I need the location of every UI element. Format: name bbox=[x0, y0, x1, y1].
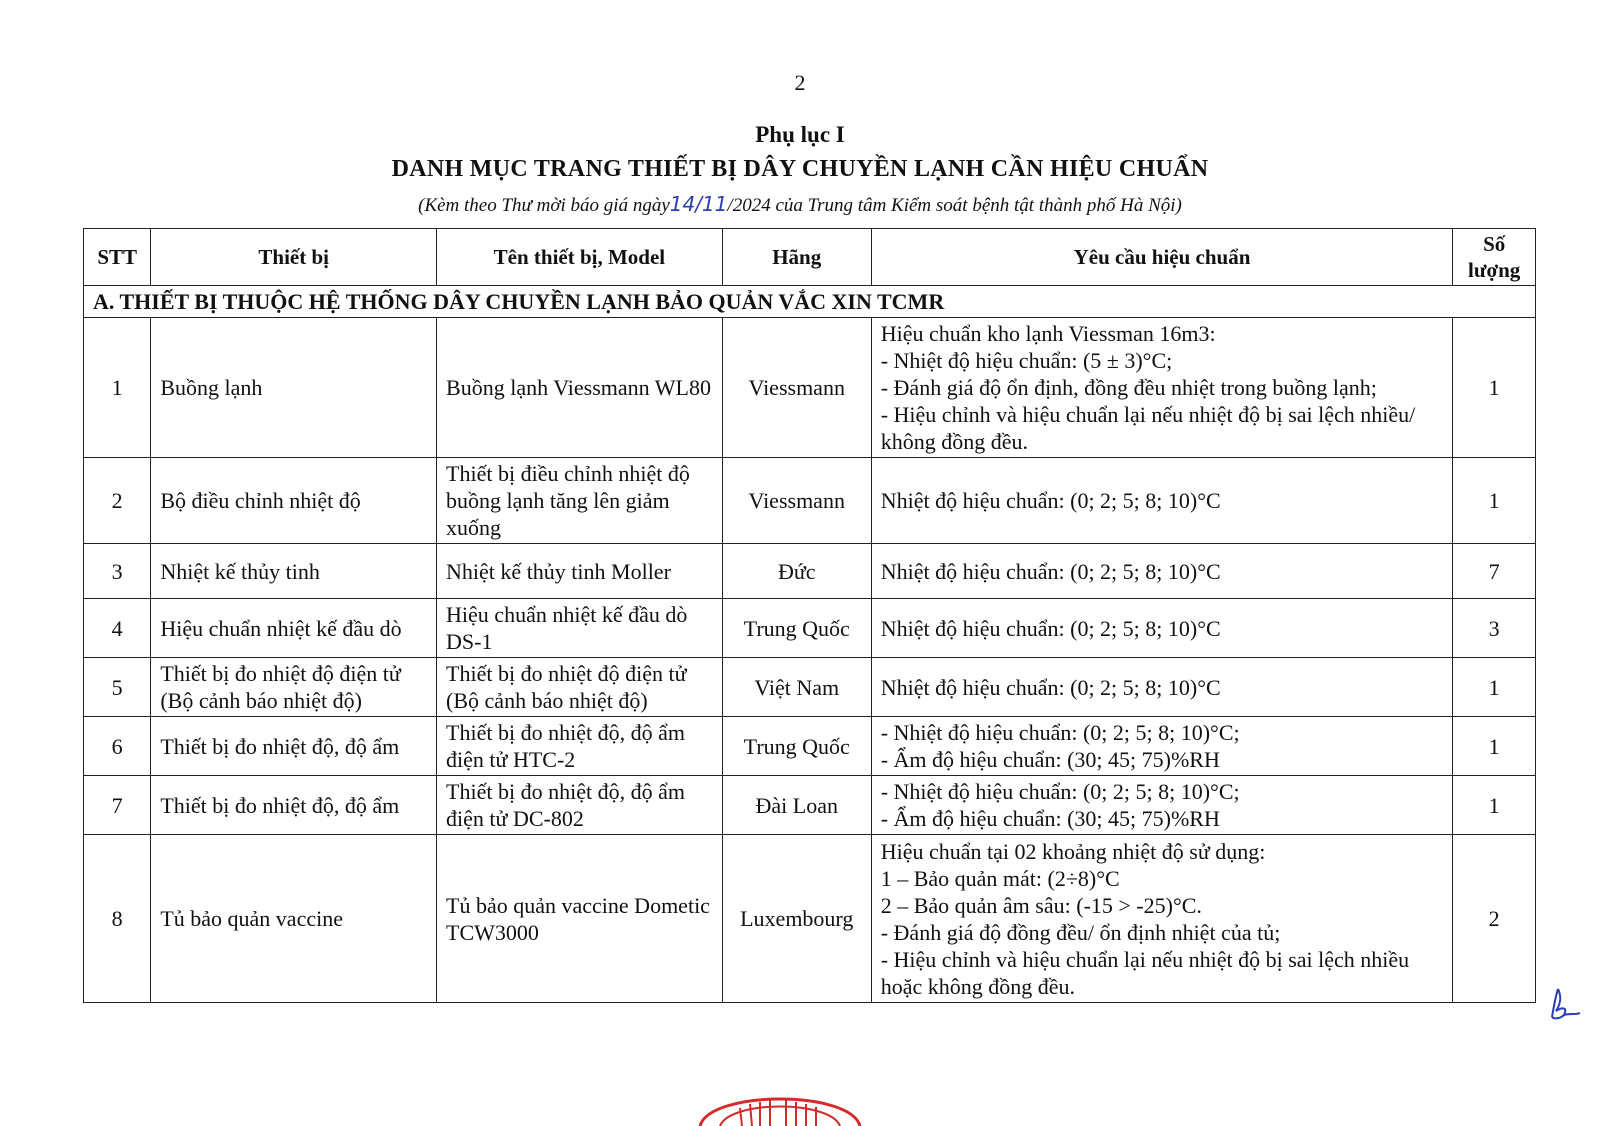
stamp-seal bbox=[690, 1080, 870, 1126]
requirement-line: - Ẩm độ hiệu chuẩn: (30; 45; 75)%RH bbox=[880, 747, 1220, 772]
cell-model: Buồng lạnh Viessmann WL80 bbox=[437, 318, 723, 458]
cell-quantity: 7 bbox=[1453, 544, 1536, 599]
subtitle-suffix: /2024 của Trung tâm Kiểm soát bệnh tật thành phố Hà Nội) bbox=[727, 195, 1182, 216]
cell-requirements bbox=[871, 318, 1453, 458]
cell-model: Thiết bị điều chỉnh nhiệt độ buồng lạnh tăng lên giảm xuống bbox=[437, 458, 723, 544]
cell-requirements bbox=[871, 776, 1453, 835]
cell-quantity: 1 bbox=[1453, 318, 1536, 458]
requirement-line: Nhiệt độ hiệu chuẩn: (0; 2; 5; 8; 10)°C bbox=[880, 558, 1221, 584]
cell-brand: Đài Loan bbox=[722, 776, 871, 835]
cell-stt: 5 bbox=[84, 658, 151, 717]
cell-brand: Trung Quốc bbox=[722, 717, 871, 776]
column-header-brand: Hãng bbox=[722, 229, 871, 286]
cell-model: Thiết bị đo nhiệt độ, độ ẩm điện tử HTC-2 bbox=[437, 717, 723, 776]
document-title: DANH MỤC TRANG THIẾT BỊ DÂY CHUYỀN LẠNH CẦN HIỆU CHUẨN bbox=[391, 156, 1209, 182]
requirement-line: - Nhiệt độ hiệu chuẩn: (0; 2; 5; 8; 10)°C; bbox=[880, 720, 1240, 745]
cell-stt: 2 bbox=[84, 458, 151, 544]
column-header-model: Tên thiết bị, Model bbox=[437, 229, 723, 286]
cell-device: Thiết bị đo nhiệt độ, độ ẩm bbox=[151, 717, 437, 776]
cell-quantity: 2 bbox=[1453, 835, 1536, 1003]
requirement-line: - Đánh giá độ đồng đều/ ổn định nhiệt của tủ; bbox=[880, 919, 1281, 945]
table-row bbox=[84, 318, 1536, 458]
handwritten-date: 14/11 bbox=[669, 192, 728, 216]
page-number: 2 bbox=[794, 70, 806, 95]
cell-quantity: 1 bbox=[1453, 658, 1536, 717]
column-header-requirements: Yêu cầu hiệu chuẩn bbox=[871, 229, 1453, 286]
subtitle-prefix: (Kèm theo Thư mời báo giá ngày bbox=[418, 195, 670, 216]
cell-device: Thiết bị đo nhiệt độ điện tử (Bộ cảnh báo nhiệt độ) bbox=[151, 658, 437, 717]
appendix-title: Phụ lục I bbox=[755, 122, 845, 147]
section-heading: A. THIẾT BỊ THUỘC HỆ THỐNG DÂY CHUYỀN LẠNH BẢO QUẢN VẮC XIN TCMR bbox=[84, 286, 1536, 318]
cell-requirements bbox=[871, 544, 1453, 599]
cell-brand: Viessmann bbox=[722, 318, 871, 458]
cell-brand: Viessmann bbox=[722, 458, 871, 544]
cell-model: Thiết bị đo nhiệt độ điện tử (Bộ cảnh báo nhiệt độ) bbox=[437, 658, 723, 717]
requirement-line: Nhiệt độ hiệu chuẩn: (0; 2; 5; 8; 10)°C bbox=[880, 674, 1221, 700]
cell-brand: Đức bbox=[722, 544, 871, 599]
cell-stt: 7 bbox=[84, 776, 151, 835]
requirement-line: - Đánh giá độ ổn định, đồng đều nhiệt trong buồng lạnh; bbox=[880, 375, 1377, 400]
requirement-line: Nhiệt độ hiệu chuẩn: (0; 2; 5; 8; 10)°C bbox=[880, 488, 1221, 513]
table-row bbox=[84, 458, 1536, 544]
cell-quantity: 1 bbox=[1453, 717, 1536, 776]
cell-device: Hiệu chuẩn nhiệt kế đầu dò bbox=[151, 599, 437, 658]
table-header-row bbox=[84, 229, 1536, 286]
table-row bbox=[84, 599, 1536, 658]
table-row bbox=[84, 776, 1536, 835]
cell-stt: 3 bbox=[84, 544, 151, 599]
table-row bbox=[84, 717, 1536, 776]
requirement-line: 1 – Bảo quản mát: (2÷8)°C bbox=[880, 865, 1120, 891]
cell-brand: Việt Nam bbox=[722, 658, 871, 717]
cell-device: Nhiệt kế thủy tinh bbox=[151, 544, 437, 599]
table-row bbox=[84, 658, 1536, 717]
requirement-line: Nhiệt độ hiệu chuẩn: (0; 2; 5; 8; 10)°C bbox=[880, 615, 1221, 641]
column-header-device: Thiết bị bbox=[151, 229, 437, 286]
requirement-line: 2 – Bảo quản âm sâu: (-15 > -25)°C. bbox=[880, 892, 1202, 918]
signature-mark bbox=[1546, 985, 1586, 1021]
table-row bbox=[84, 835, 1536, 1003]
cell-model: Nhiệt kế thủy tinh Moller bbox=[437, 544, 723, 599]
requirement-line: - Ẩm độ hiệu chuẩn: (30; 45; 75)%RH bbox=[880, 806, 1220, 831]
requirement-line: - Hiệu chỉnh và hiệu chuẩn lại nếu nhiệt độ bị sai lệch nhiều/ không đồng đều. bbox=[880, 402, 1416, 454]
cell-brand: Trung Quốc bbox=[722, 599, 871, 658]
requirement-line: - Nhiệt độ hiệu chuẩn: (5 ± 3)°C; bbox=[880, 348, 1173, 373]
table-row bbox=[84, 544, 1536, 599]
cell-requirements bbox=[871, 599, 1453, 658]
requirement-line: - Hiệu chỉnh và hiệu chuẩn lại nếu nhiệt độ bị sai lệch nhiều hoặc không đồng đều. bbox=[880, 946, 1410, 999]
requirement-line: - Nhiệt độ hiệu chuẩn: (0; 2; 5; 8; 10)°C; bbox=[880, 779, 1240, 804]
document-subtitle bbox=[0, 192, 1600, 217]
cell-quantity: 1 bbox=[1453, 776, 1536, 835]
cell-requirements bbox=[871, 717, 1453, 776]
cell-device: Bộ điều chỉnh nhiệt độ bbox=[151, 458, 437, 544]
cell-stt: 8 bbox=[84, 835, 151, 1003]
cell-model: Tủ bảo quản vaccine Dometic TCW3000 bbox=[437, 835, 723, 1003]
requirement-line: Hiệu chuẩn kho lạnh Viessman 16m3: bbox=[880, 321, 1216, 346]
cell-brand: Luxembourg bbox=[722, 835, 871, 1003]
column-header-stt: STT bbox=[84, 229, 151, 286]
column-header-quantity: Số lượng bbox=[1453, 229, 1536, 286]
section-row bbox=[84, 286, 1536, 318]
equipment-table bbox=[83, 228, 1536, 1003]
cell-model: Thiết bị đo nhiệt độ, độ ẩm điện tử DC-802 bbox=[437, 776, 723, 835]
cell-model: Hiệu chuẩn nhiệt kế đầu dò DS-1 bbox=[437, 599, 723, 658]
cell-requirements bbox=[871, 458, 1453, 544]
cell-device: Tủ bảo quản vaccine bbox=[151, 835, 437, 1003]
cell-requirements bbox=[871, 658, 1453, 717]
cell-quantity: 3 bbox=[1453, 599, 1536, 658]
cell-stt: 6 bbox=[84, 717, 151, 776]
cell-quantity: 1 bbox=[1453, 458, 1536, 544]
cell-stt: 4 bbox=[84, 599, 151, 658]
requirement-line: Hiệu chuẩn tại 02 khoảng nhiệt độ sử dụng: bbox=[880, 838, 1266, 864]
cell-stt: 1 bbox=[84, 318, 151, 458]
cell-requirements bbox=[871, 835, 1453, 1003]
cell-device: Buồng lạnh bbox=[151, 318, 437, 458]
cell-device: Thiết bị đo nhiệt độ, độ ẩm bbox=[151, 776, 437, 835]
